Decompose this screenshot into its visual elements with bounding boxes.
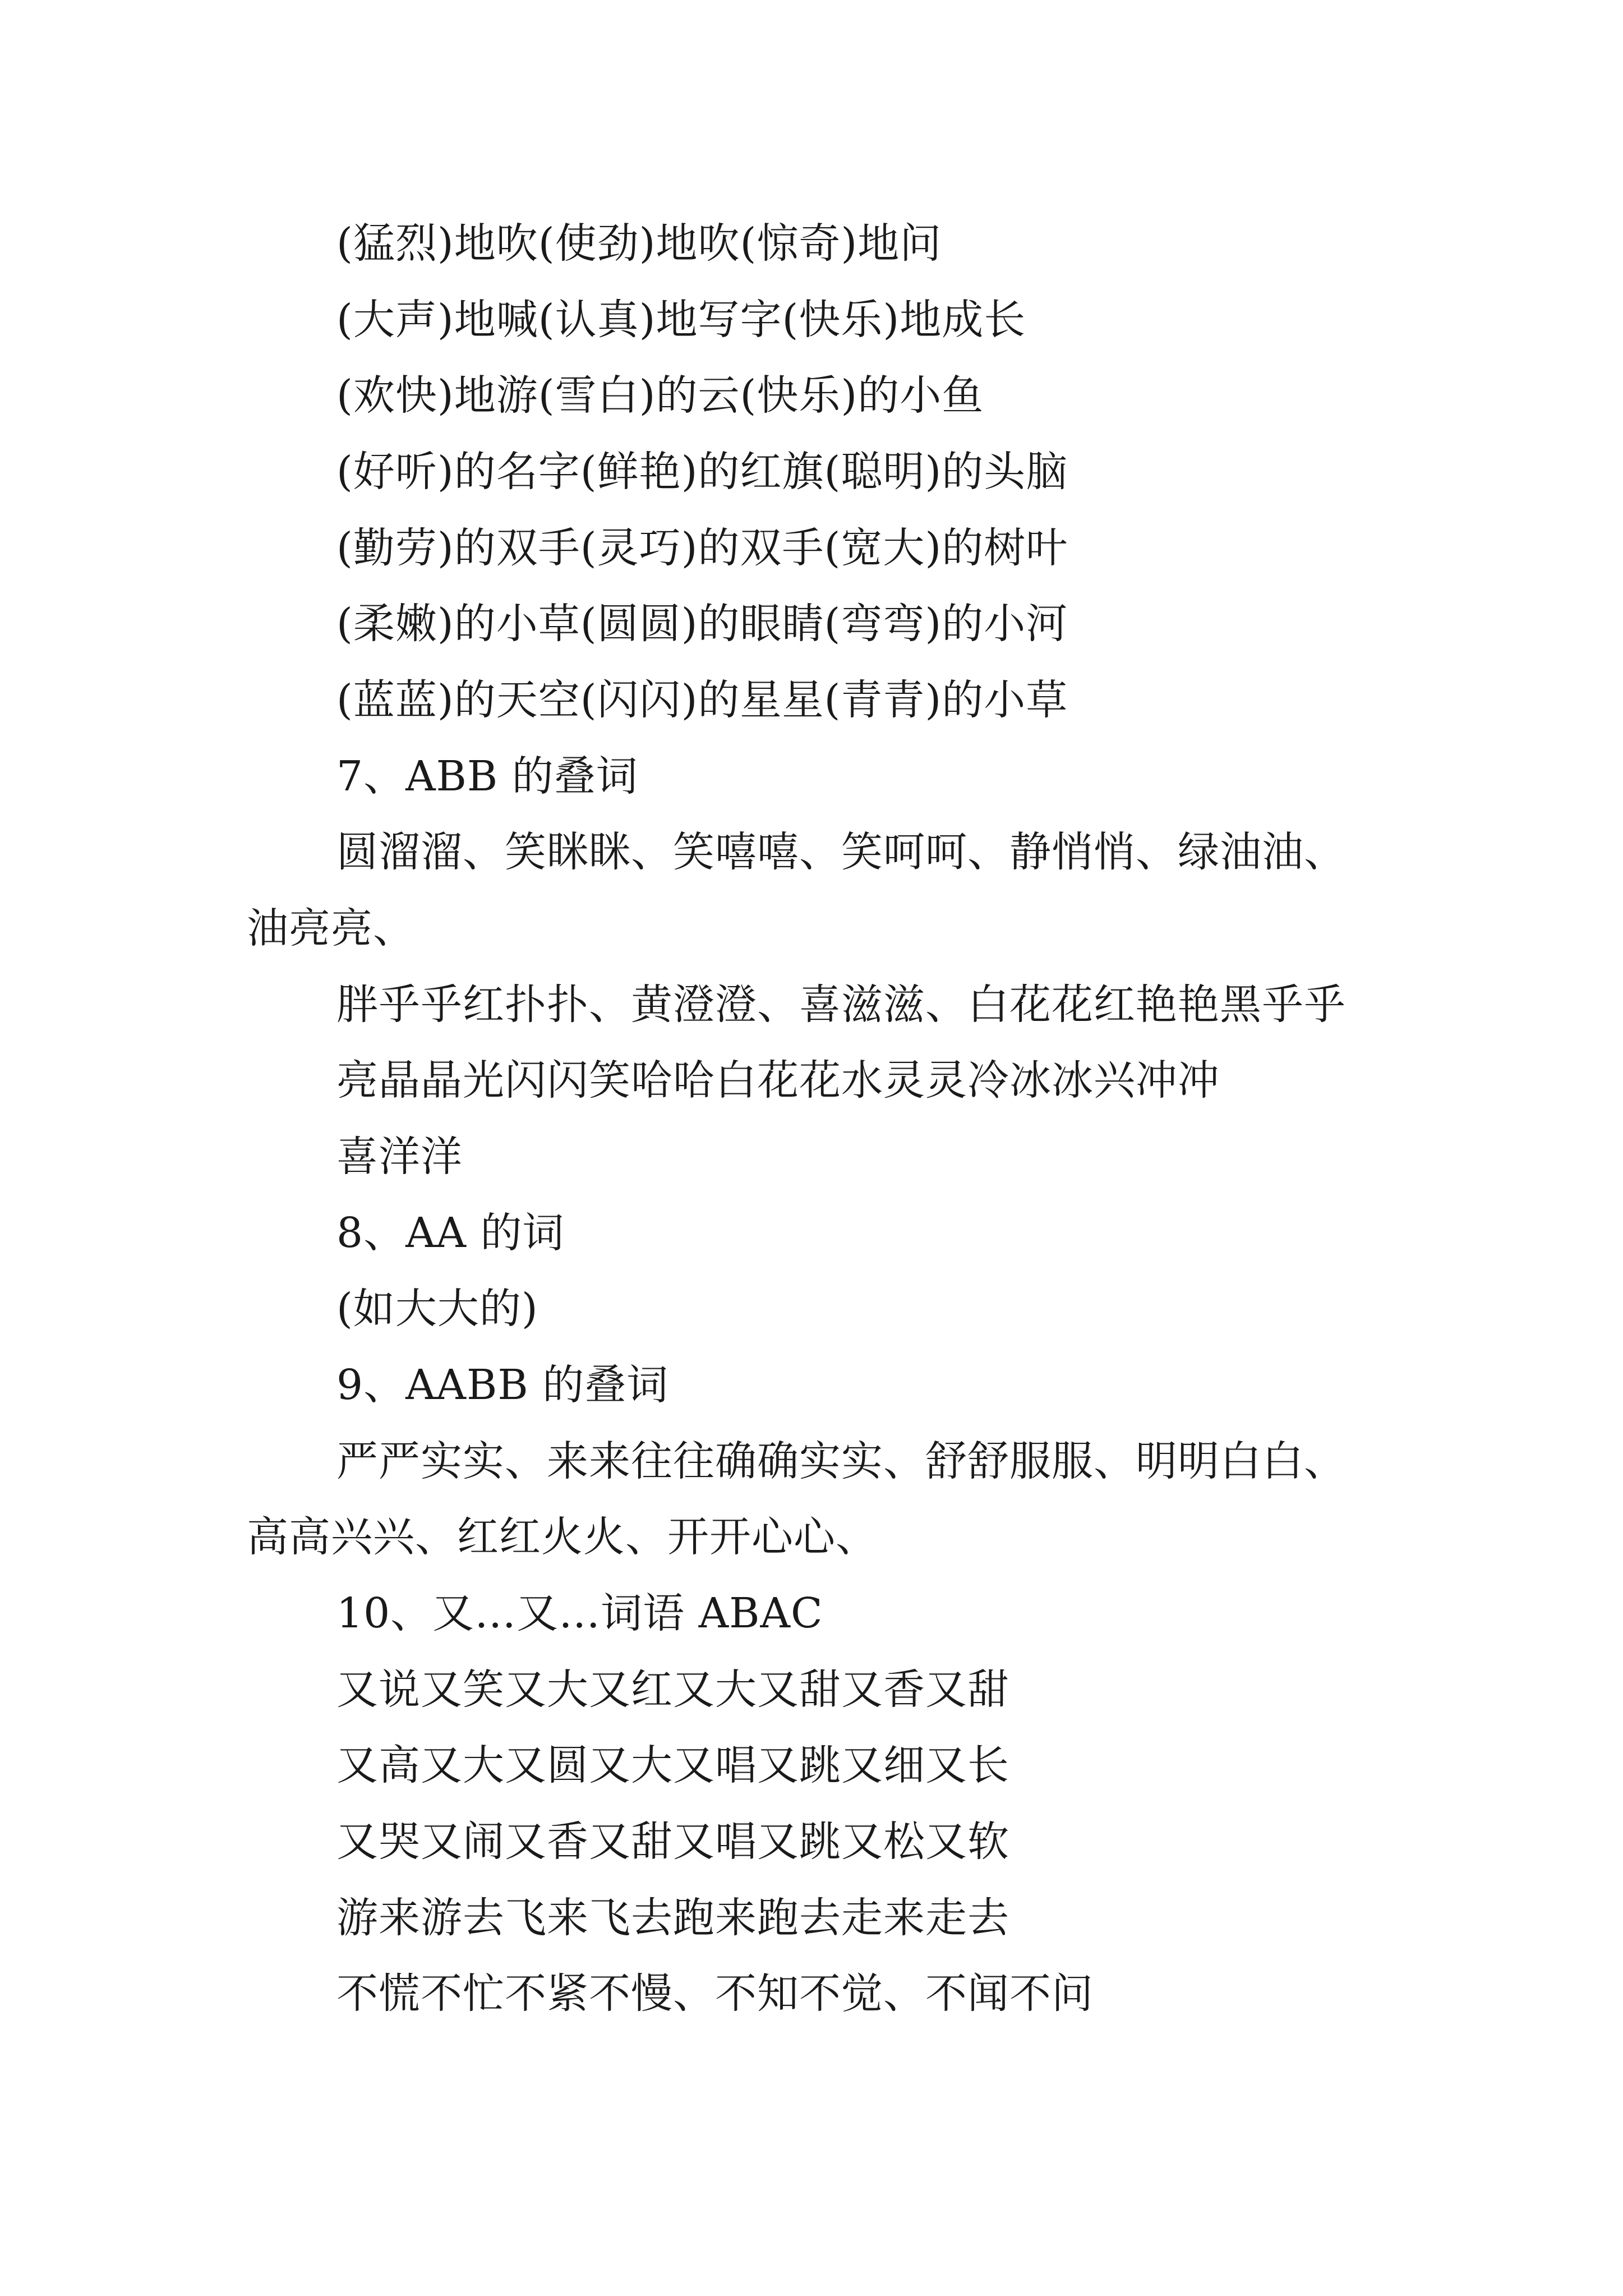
text-line: (蓝蓝)的天空(闪闪)的星星(青青)的小草	[336, 676, 1068, 724]
text-line: 又哭又闹又香又甜又唱又跳又松又软	[336, 1818, 1009, 1866]
text-line: 又说又笑又大又红又大又甜又香又甜	[336, 1665, 1009, 1714]
text-line: 喜洋洋	[336, 1133, 463, 1181]
section-heading: 8、AA 的词	[336, 1209, 565, 1257]
text-line: (大声)地喊(认真)地写字(快乐)地成长	[336, 296, 1026, 344]
section-heading: 10、又…又…词语 ABAC	[336, 1589, 823, 1637]
text-line: (如大大的)	[336, 1285, 538, 1333]
text-line: 严严实实、来来往往确确实实、舒舒服服、明明白白、	[336, 1437, 1346, 1485]
text-line: 又高又大又圆又大又唱又跳又细又长	[336, 1741, 1009, 1789]
text-line: (欢快)地游(雪白)的云(快乐)的小鱼	[336, 371, 984, 420]
text-line: (勤劳)的双手(灵巧)的双手(宽大)的树叶	[336, 524, 1068, 572]
text-line: (猛烈)地吹(使劲)地吹(惊奇)地问	[336, 219, 942, 268]
text-line: 油亮亮、	[247, 904, 415, 953]
section-heading: 7、ABB 的叠词	[336, 752, 638, 800]
text-line: 游来游去飞来飞去跑来跑去走来走去	[336, 1894, 1009, 1942]
text-line: 高高兴兴、红红火火、开开心心、	[247, 1513, 878, 1561]
text-line: 亮晶晶光闪闪笑哈哈白花花水灵灵冷冰冰兴冲冲	[336, 1056, 1220, 1105]
text-line: 不慌不忙不紧不慢、不知不觉、不闻不问	[336, 1970, 1094, 2018]
text-line: (好听)的名字(鲜艳)的红旗(聪明)的头脑	[336, 448, 1068, 496]
text-line: 胖乎乎红扑扑、黄澄澄、喜滋滋、白花花红艳艳黑乎乎	[336, 981, 1346, 1029]
text-line: (柔嫩)的小草(圆圆)的眼睛(弯弯)的小河	[336, 600, 1068, 648]
text-line: 圆溜溜、笑眯眯、笑嘻嘻、笑呵呵、静悄悄、绿油油、	[336, 828, 1346, 876]
section-heading: 9、AABB 的叠词	[336, 1361, 669, 1409]
